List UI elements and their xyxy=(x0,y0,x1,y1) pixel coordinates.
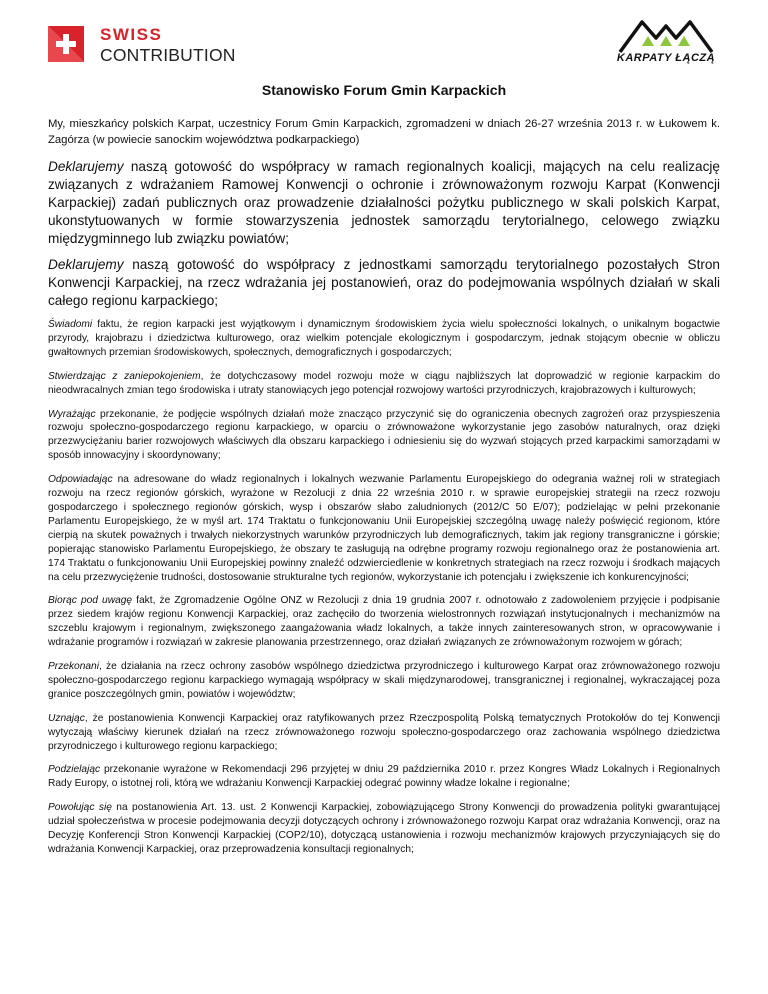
paragraph-stwierdzajac: Stwierdzając z zaniepokojeniem, że dotychczasowy model rozwoju może w ciągu najbliższych lat doprowadzić w regionie karpackim do nieodwracalnych zmian tego środowiska i utraty stanowiących jego potencjał rozwojowy wartości przyrodniczych, krajobrazowych i kulturowych; xyxy=(48,370,720,396)
logo-contribution-word: CONTRIBUTION xyxy=(100,45,236,65)
paragraph-swiadomi: Świadomi faktu, że region karpacki jest wyjątkowym i dynamicznym środowiskiem życia wielu społeczności lokalnych, o unikalnym bogactwie przyrody, krajobrazu i dziedzictwa kulturowego, oraz wielkim potencjale ekologicznym i gospodarczym, jednak stojącym obecnie w obliczu gwałtownych przemian środowiskowych, społecznych, demograficznych i gospodarczych; xyxy=(48,319,720,358)
page-title: Stanowisko Forum Gmin Karpackich xyxy=(261,82,507,98)
swiss-contribution-logo xyxy=(48,25,236,76)
mountains-icon xyxy=(612,16,720,54)
logo-swiss-word: SWISS xyxy=(100,25,163,44)
paragraph-wyrazajac: Wyrażając przekonanie, że podjęcie wspólnych działań może znacząco przyczynić się do ograniczenia obecnych zagrożeń oraz przyspieszenia rozwoju społeczno-gospodarczego regionu karpackiego, w oparciu o zrównoważone wykorzystanie jego zasobów naturalnych, oraz dzięki przezwyciężaniu barier rozwojowych właściwych dla obszaru karpackiego i odniesieniu się do wyzwań stojących przed karpackimi samorządami w sposób innowacyjny i skoordynowany; xyxy=(48,408,720,462)
paragraph-declaration-1: Deklarujemy naszą gotowość do współpracy w ramach regionalnych koalicji, mających na celu realizację związanych z wdrażaniem Ramowej Konwencji o ochronie i zrównoważonym rozwoju Karpat (Konwencji Karpackiej) zadań publicznych oraz prowadzenie działalności pożytku publicznego w skali polskich Karpat, ukonstytuowanych w formie stowarzyszenia jednostek samorządu terytorialnego, celowego związku międzygminnego lub związku powiatów; xyxy=(48,159,720,246)
paragraph-uznajac: Uznając, że postanowienia Konwencji Karpackiej oraz ratyfikowanych przez Rzeczpospolitą Polską tematycznych Protokołów do tej Konwencji wytyczają właściwy kierunek działań na rzecz zrównoważonego rozwoju społeczno-gospodarczego oraz zachowania wspólnego dziedzictwa przyrodniczego i kulturowego regionu karpackiego; xyxy=(48,712,720,752)
document-body xyxy=(48,116,720,867)
logo-karpaty-text: KARPATY ŁĄCZĄ xyxy=(616,52,716,64)
swiss-flag-icon xyxy=(48,26,84,62)
paragraph-podzielajac: Podzielając przekonanie wyrażone w Rekomendacji 296 przyjętej w dniu 29 października 2010 r. przez Kongres Władz Lokalnych i Regionalnych Rady Europy, o istotnej roli, którą we wdrażaniu Konwencji Karpackiej odegrać powinny władze lokalne i regionalne; xyxy=(48,764,720,790)
karpaty-laczy-logo xyxy=(612,16,720,72)
paragraph-przekonani: Przekonani, że działania na rzecz ochrony zasobów wspólnego dziedzictwa przyrodniczego i kulturowego Karpat oraz zrównoważonego rozwoju społeczno-gospodarczego regionu karpackiego wymagają współpracy w skali międzynarodowej, transgranicznej i regionalnej, wykraczającej poza granice poszczególnych gmin, powiatów i województw; xyxy=(48,661,720,700)
paragraph-biorac: Biorąc pod uwagę fakt, że Zgromadzenie Ogólne ONZ w Rezolucji z dnia 19 grudnia 2007 r. odnotowało z zadowoleniem przyjęcie i podpisanie przez siedem krajów regionu Konwencji Karpackiej, oraz zachęciło do tworzenia wielostronnych rozwiązań instytucjonalnych i mechanizmów na szczeblu krajowym i regionalnym, zwiększonego zaangażowania władz lokalnych, a także innych zainteresowanych stron, w opracowywanie i wdrażanie programów i rozwiązań w zakresie planowania przestrzennego, oraz działań związanych ze zrównoważonym rozwojem w górach; xyxy=(48,595,720,649)
paragraph-odpowiadajac: Odpowiadając na adresowane do władz regionalnych i lokalnych wezwanie Parlamentu Europejskiego do odegrania ważnej roli w strategiach rozwoju na rzecz regionów górskich, wyrażone w Rezolucji z dnia 22 września 2010 r. w sprawie europejskiej strategii na rzecz rozwoju gospodarczego i społecznego regionów górskich, wysp i obszarów słabo zaludnionych (2012/C 50 E/07); podzielając w pełni przekonanie Parlamentu Europejskiego, że w myśl art. 174 Traktatu o funkcjonowaniu Unii Europejskiej szczególną uwagę należy poświęcić regionom, które cierpią na skutek poważnych i trwałych niekorzystnych warunków przyrodniczych lub demograficznych, takim jak regiony transgraniczne i górskie; popierając stanowisko Parlamentu Europejskiego, że obszary te zasługują na odrębne programy rozwoju regionalnego oraz że postanowienia art. 174 Traktatu o funkcjonowaniu Unii Europejskiej powinny znaleźć odzwierciedlenie w konkretnych strategiach na rzecz rozwoju i środkach mających na celu przezwyciężenie trudności, dostosowanie strukturalne tych regionów, wykorzystanie ich potencjału i zwiększenie ich konkurencyjności; xyxy=(48,474,720,583)
paragraph-intro: My, mieszkańcy polskich Karpat, uczestnicy Forum Gmin Karpackich, zgromadzeni w dniach 26-27 września 2013 r. w Łukowem k. Zagórza (w powiecie sanockim województwa podkarpackiego) xyxy=(48,118,720,146)
paragraph-declaration-2: Deklarujemy naszą gotowość do współpracy z jednostkami samorządu terytorialnego pozostałych Stron Konwencji Karpackiej, na rzecz wdrażania jej postanowień, oraz do podejmowania wspólnych działań w skali całego regionu karpackiego; xyxy=(48,257,720,308)
paragraph-powolujac: Powołując się na postanowienia Art. 13. ust. 2 Konwencji Karpackiej, zobowiązującego Strony Konwencji do prowadzenia polityki gwarantującej udział społeczeństwa w procesie podejmowania decyzji dotyczących ochrony i zrównoważonego rozwoju Karpat oraz wdrażania Konwencji, oraz na Decyzję Konferencji Stron Konwencji Karpackiej (COP2/10), dotyczącą ustanowienia i rozwoju mechanizmów krajowych przyczyniających się do wdrażania Konwencji Karpackiej, oraz przeprowadzenia konsultacji regionalnych; xyxy=(48,802,720,855)
